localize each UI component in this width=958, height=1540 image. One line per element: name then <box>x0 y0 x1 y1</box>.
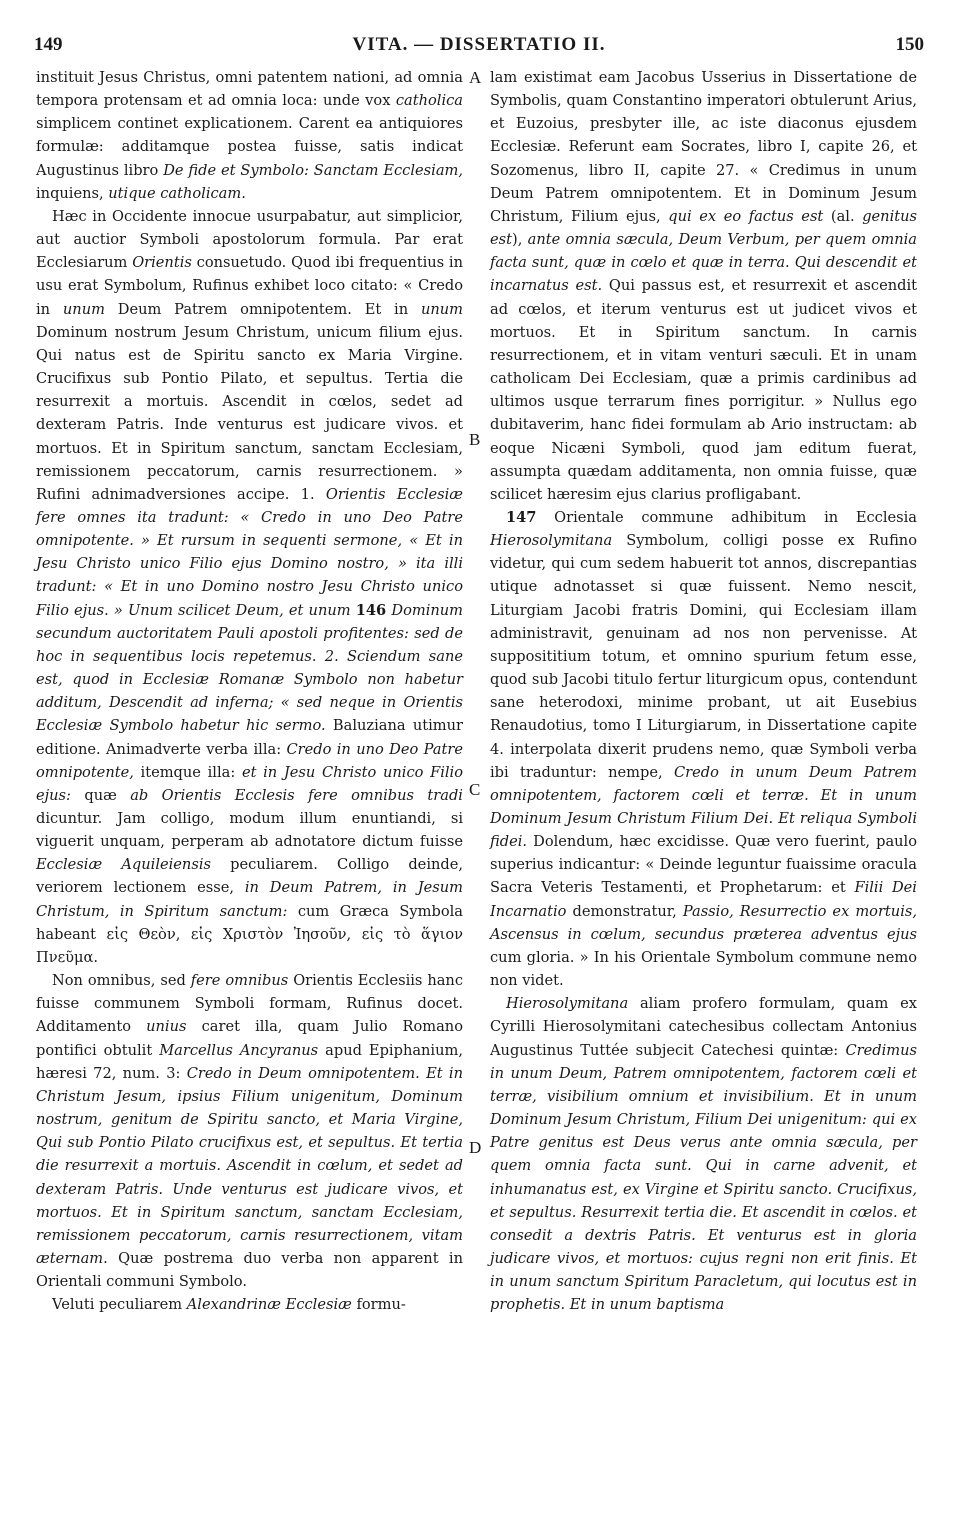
margin-letter-b: B <box>469 430 481 449</box>
text-run: Credo in Deum omnipotentem. Et in Christum Jesum, ipsius Filium unigenitum, Dominum nostrum, genitum de Spiritu sancto, et Maria Virgine, Qui sub Pontio Pilato crucifixus est, et sepultus. Et tertia die resurrexit a mortuis. Ascendit in cœlum, et sedet ad dexteram Patris. Unde venturus est judicare vivos, et mortuos. Et in Spiritum sanctum, sanctam Ecclesiam, remissionem peccatorum, carnis resurrectionem, vitam æternam. <box>36 1064 463 1267</box>
text-run: simplicem continet explicationem. Carent ea antiquiores formulæ: additamque postea fuisse, satis indicat Augustinus libro <box>36 115 463 179</box>
text-run: dicuntur. Jam colligo, modum illum enuntiandi, si viguerit unquam, perperam ab adnotatore dictum fuisse <box>36 810 463 851</box>
text-run: genitus est <box>490 207 917 249</box>
text-run: Hierosolymitana <box>490 532 613 550</box>
text-run: utique catholicam. <box>108 184 246 202</box>
text-run: Baluziana utimur editione. Animadverte verba illa: <box>36 717 463 758</box>
text-run: ), <box>512 231 528 249</box>
text-run: consuetudo. Quod ibi frequentius in usu erat Symbolum, Rufinus exhibet loco citato: « Credo in <box>36 254 463 318</box>
text-run: Orientis <box>132 254 192 272</box>
text-run: Credo in unum Deum Patrem omnipotentem, factorem cœli et terræ. Et in unum Dominum Jesum Christum Filium Dei. Et reliqua Symboli fidei. <box>490 763 917 851</box>
text-run: Orientis Ecclesiæ fere omnes ita tradunt: « Credo in uno Deo Patre omnipotente. » Et rursum in sequenti sermone, « Et in Jesu Christo unico Filio ejus Domino nostro, » ita illi tradunt: « Et in uno Domino nostro Jesu Christo unico Filio ejus. » Unum scilicet Deum, et unum <box>36 485 463 619</box>
running-title: VITA. — DISSERTATIO II. <box>352 34 606 55</box>
text-run: formu- <box>351 1296 406 1314</box>
paragraph <box>490 66 917 506</box>
text-run: Orientis Ecclesiis hanc fuisse communem Symboli formam, Rufinus docet. Additamento <box>36 972 463 1036</box>
text-run: Deum Patrem omnipotentem. Et in <box>104 300 421 318</box>
text-run: peculiarem. Colligo deinde, veriorem lectionem esse, <box>36 856 463 897</box>
text-run: demonstratur, <box>566 902 683 920</box>
text-run: Credimus in unum Deum, Patrem omnipotentem, factorem cœli et terræ, visibilium omnium et invisibilium. Et in unum Dominum Jesum Christum, Filium Dei unigenitum: qui ex Patre genitus est Deus verus ante omnia sæcula, per quem omnia facta sunt. Qui in carne advenit, et inhumanatus est, ex Virgine et Spiritu sancto. Crucifixus, et sepultus. Resurrexit tertia die. Et ascendit in cœlos. et consedit a dextris Patris. Et venturus est in gloria judicare vivos, et mortuos: cujus regni non erit finis. Et in unum sanctum Spiritum Paracletum, qui locutus est in prophetis. Et in unum baptisma <box>490 1041 917 1314</box>
margin-letter-a: A <box>469 68 482 87</box>
text-run: itemque illa: <box>133 763 242 781</box>
paragraph <box>490 992 917 1316</box>
paragraph <box>36 969 463 1293</box>
text-run: Filii Dei Incarnatio <box>490 879 917 920</box>
text-run: Passio, Resurrectio ex mortuis, Ascensus in cœlum, secundus præterea adventus ejus <box>490 902 917 943</box>
text-run: Dominum nostrum Jesum Christum, unicum filium ejus. Qui natus est de Spiritu sancto ex Maria Virgine. Crucifixus sub Pontio Pilato, et sepultus. Tertia die resurrexit a mortuis. Ascendit in cœlos, sedet ad dexteram Patris. Inde venturus est judicare vivos. et mortuos. Et in Spiritum sanctum, sanctam Ecclesiam, remissionem peccatorum, carnis resurrectionem. » Rufini adnimadversiones accipe. 1. <box>36 323 463 503</box>
text-run: Dolendum, hæc excidisse. Quæ vero fuerint, paulo superius indicantur: « Deinde leguntur fuaissime oracula Sacra Veteris Testamenti, et Prophetarum: et <box>490 833 917 897</box>
page-header <box>34 34 924 60</box>
paragraph <box>490 506 917 992</box>
text-run: Ecclesiæ Aquileiensis <box>36 856 211 874</box>
paragraph <box>36 1293 463 1316</box>
text-run: caret illa, quam Julio Romano pontifici obtulit <box>36 1018 463 1059</box>
text-run: Dominum secundum auctoritatem Pauli apostoli profitentes: sed de hoc in sequentibus locis repetemus. 2. Sciendum sane est, quod in Ecclesiæ Romanæ Symbolo non habetur additum, Descendit ad inferna; « sed neque in Orientis Ecclesiæ Symbolo habetur hic sermo. <box>36 601 463 735</box>
text-run: catholica <box>395 92 463 110</box>
text-run: Orientale commune adhibitum in Ecclesia <box>536 508 917 526</box>
text-run: lam existimat eam Jacobus Usserius in Dissertatione de Symbolis, quam Constantino imperatori obtulerunt Arius, et Euzoius, presbyter ille, ac iste diaconus ejusdem Ecclesiæ. Referunt eam Socrates, libro I, capite 26, et Sozomenus, libro II, capite 27. « Credimus in unum Deum Patrem omnipotentem. Et in Dominum Jesum Christum, Filium ejus, <box>490 69 917 225</box>
text-run: Quæ postrema duo verba non apparent in Orientali communi Symbolo. <box>36 1249 463 1291</box>
text-run: aliam profero formulam, quam ex Cyrilli Hierosolymitani catechesibus collectam Antonius Augustinus Tuttée subjecit Catechesi quintæ: <box>490 995 917 1059</box>
text-run: Qui passus est, et resurrexit et ascendit ad cœlos, et iterum venturus est ut judicet vivos et mortuos. Et in Spiritum sanctum. In carnis resurrectionem, et in vitam venturi sæculi. Et in unam catholicam Dei Ecclesiam, quæ a primis cardinibus ad ultimos usque terrarum fines porrigitur. » Nullus ego dubitaverim, hanc fidei formulam ab Ario instructam: ab eoque Nicæni Symboli, quod jam editum fuerat, assumpta quædam additamenta, non omnia fuisse, quæ scilicet hæresim ejus clarius profligabant. <box>490 277 917 503</box>
text-run: ante omnia sæcula, Deum Verbum, per quem omnia facta sunt, quæ in cœlo et quæ in terra. Qui descendit et incarnatus est. <box>490 231 917 295</box>
text-run: Veluti peculiarem <box>52 1296 187 1314</box>
text-run: Alexandrinæ Ecclesiæ <box>186 1296 352 1314</box>
text-run: instituit Jesus Christus, omni patentem nationi, ad omnia tempora protensam et ad omnia loca: unde vox <box>36 69 463 110</box>
text-run: unius <box>146 1018 187 1036</box>
text-run: apud Epiphanium, hæresi 72, num. 3: <box>36 1041 463 1082</box>
text-run: Marcellus Ancyranus <box>159 1041 319 1059</box>
text-run: quæ <box>70 786 131 804</box>
section-number: 147 <box>506 508 537 526</box>
text-run: Hierosolymitana <box>506 995 629 1013</box>
text-run: Non omnibus, sed <box>52 972 191 990</box>
margin-letter-d: D <box>469 1138 482 1157</box>
text-run: in Deum Patrem, in Jesum Christum, in Spiritum sanctum: <box>36 879 464 920</box>
text-run: cum gloria. » In his Orientale Symbolum commune nemo non videt. <box>490 948 917 990</box>
page-number-left: 149 <box>34 34 63 55</box>
right-column <box>490 66 917 1316</box>
text-run: De fide et Symbolo: Sanctam Ecclesiam, <box>163 161 463 179</box>
text-run: cum Græca Symbola habeant εἰς Θεὸν, εἰς Χριστὸν Ἰησοῦν, εἰς τὸ ἅγιον Πνεῦμα. <box>36 902 463 966</box>
text-run: Credo in uno Deo Patre omnipotente, <box>36 740 463 781</box>
text-run: qui ex eo factus est <box>668 207 824 225</box>
text-run: Hæc in Occidente innocue usurpabatur, aut simplicior, aut auctior Symboli apostolorum formula. Par erat Ecclesiarum <box>36 207 463 272</box>
text-run: ab Orientis Ecclesis fere omnibus tradi <box>130 786 463 804</box>
text-run: unum <box>420 300 463 318</box>
text-run: et in Jesu Christo unico Filio ejus: <box>36 763 464 804</box>
text-run: (al. <box>823 207 863 225</box>
text-run: unum <box>62 300 105 318</box>
text-run: inquiens, <box>36 184 109 202</box>
margin-letter-c: C <box>469 780 481 799</box>
paragraph <box>36 66 463 205</box>
page-number-right: 150 <box>895 34 924 55</box>
paragraph <box>36 205 463 969</box>
text-run: fere omnibus <box>190 972 289 990</box>
left-column <box>36 66 463 1316</box>
section-number: 146 <box>355 601 387 619</box>
text-run: Symbolum, colligi posse ex Rufino videtur, qui cum sedem habuerit tot annos, discrepantias utique adnotasset si quæ fuissent. Nemo nescit, Liturgiam Jacobi fratris Domini, qui Ecclesiam illam administravit, genuinam ad nos non pervenisse. At supposititium totum, et omnino spurium fetum esse, quod sub Jacobi titulo fertur liturgicum opus, contendunt sane heterodoxi, minime probant, ut ait Eusebius Renaudotius, tomo I Liturgiarum, in Dissertatione capite 4. interpolata dixerit prudens nemo, quæ Symboli verba ibi traduntur: nempe, <box>490 532 917 781</box>
